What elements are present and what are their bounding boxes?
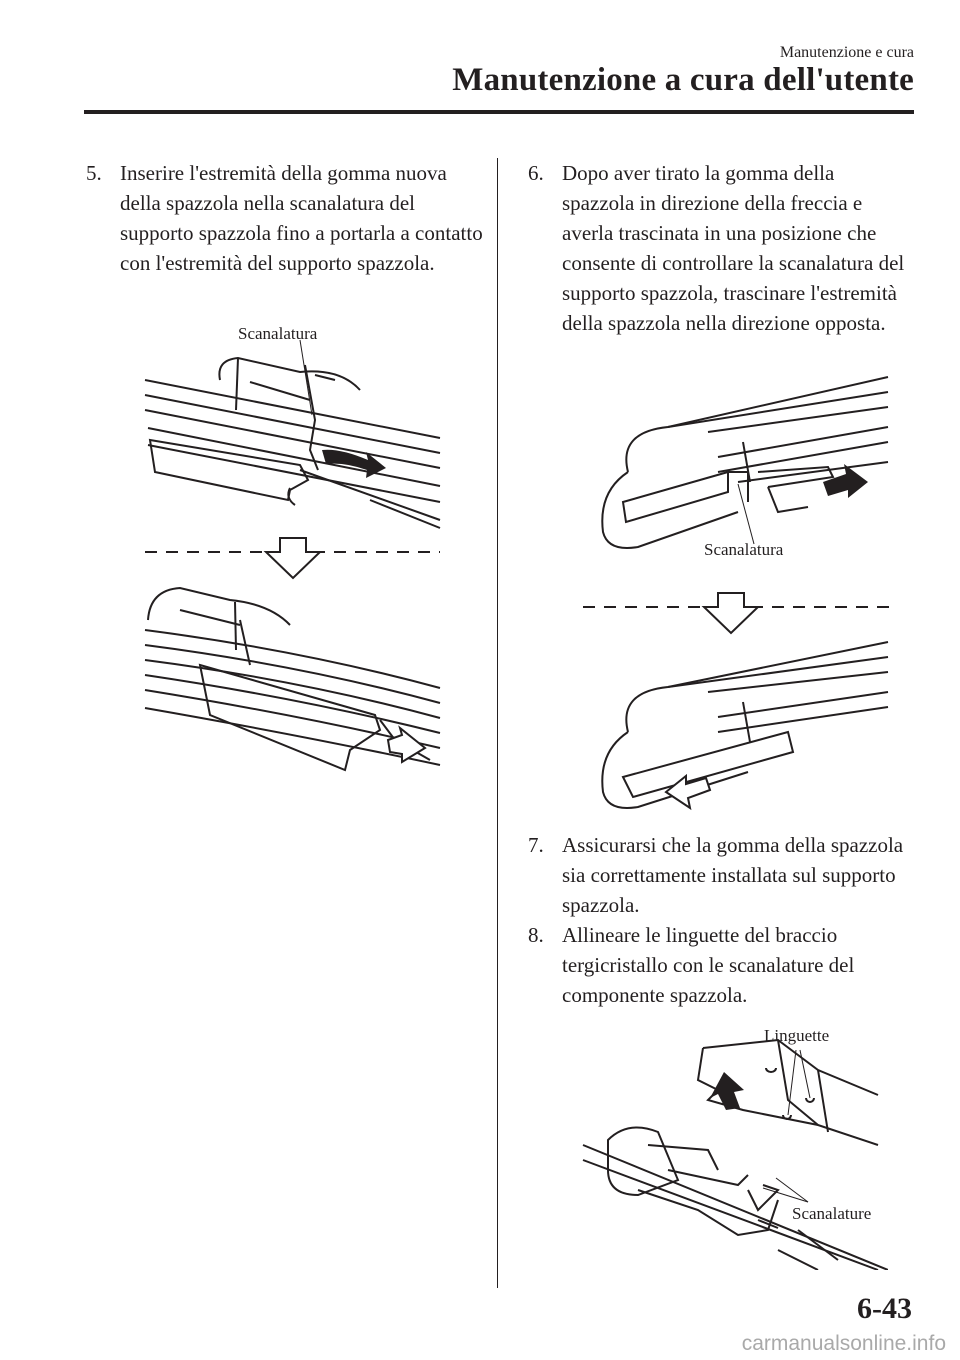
step-number: 7.	[528, 833, 544, 857]
leader-line	[800, 1050, 810, 1098]
leader-line	[738, 484, 754, 544]
step-text: Dopo aver tirato la gomma della spazzola in direzione della freccia e averla trascinata in una posizione che consente di controllare la scanalatura del supporto spazzola, trascinare l'estremità della spazzola nella direzione opposta.	[562, 161, 905, 335]
figure-pull-rubber	[578, 372, 898, 822]
page-number: 6-43	[857, 1292, 912, 1325]
tab-marker	[806, 1098, 814, 1102]
step-number: 8.	[528, 923, 544, 947]
step-number: 5.	[86, 161, 102, 185]
step-text: Assicurarsi che la gomma della spazzola sia correttamente installata sul supporto spazzola.	[562, 833, 904, 917]
tab-marker	[783, 1115, 791, 1119]
leader-line	[763, 1188, 808, 1202]
rubber-blade	[623, 472, 728, 522]
grooves-label: Scanalature	[792, 1204, 872, 1223]
holder-edge-line	[145, 395, 440, 453]
step-6	[528, 158, 908, 338]
step-text: Inserire l'estremità della gomma nuova della spazzola nella scanalatura del supporto spazzola fino a portarla a contatto con l'estremità del supporto spazzola.	[120, 161, 483, 275]
step-8	[528, 920, 908, 1010]
groove-label: Scanalatura	[238, 324, 318, 343]
figure-align-tabs	[578, 1020, 888, 1270]
step-7	[528, 830, 908, 920]
down-arrow-icon	[266, 538, 320, 578]
leader-line	[300, 340, 312, 415]
figure-insert-rubber	[140, 320, 450, 810]
wiper-insert-diagram	[140, 320, 450, 810]
watermark: carmanualsonline.info	[741, 1332, 946, 1355]
page-title: Manutenzione a cura dell'utente	[452, 62, 914, 98]
holder-edge-line	[145, 380, 440, 438]
header-rule	[84, 110, 914, 114]
wiper-pull-diagram	[578, 372, 898, 822]
step-text: Allineare le linguette del braccio tergicristallo con le scanalature del componente spazzola.	[562, 923, 855, 1007]
leader-line	[776, 1178, 808, 1202]
section-heading: Manutenzione e cura	[779, 44, 914, 61]
step-5	[86, 158, 486, 278]
up-arrow-icon	[710, 1072, 744, 1110]
down-arrow-icon	[704, 593, 758, 633]
wiper-arm-align-diagram	[578, 1020, 888, 1270]
tabs-label: Linguette	[764, 1026, 830, 1045]
groove-label: Scanalatura	[704, 540, 784, 559]
push-arrow-icon	[388, 728, 425, 762]
column-divider	[497, 158, 498, 1288]
step-number: 6.	[528, 161, 544, 185]
